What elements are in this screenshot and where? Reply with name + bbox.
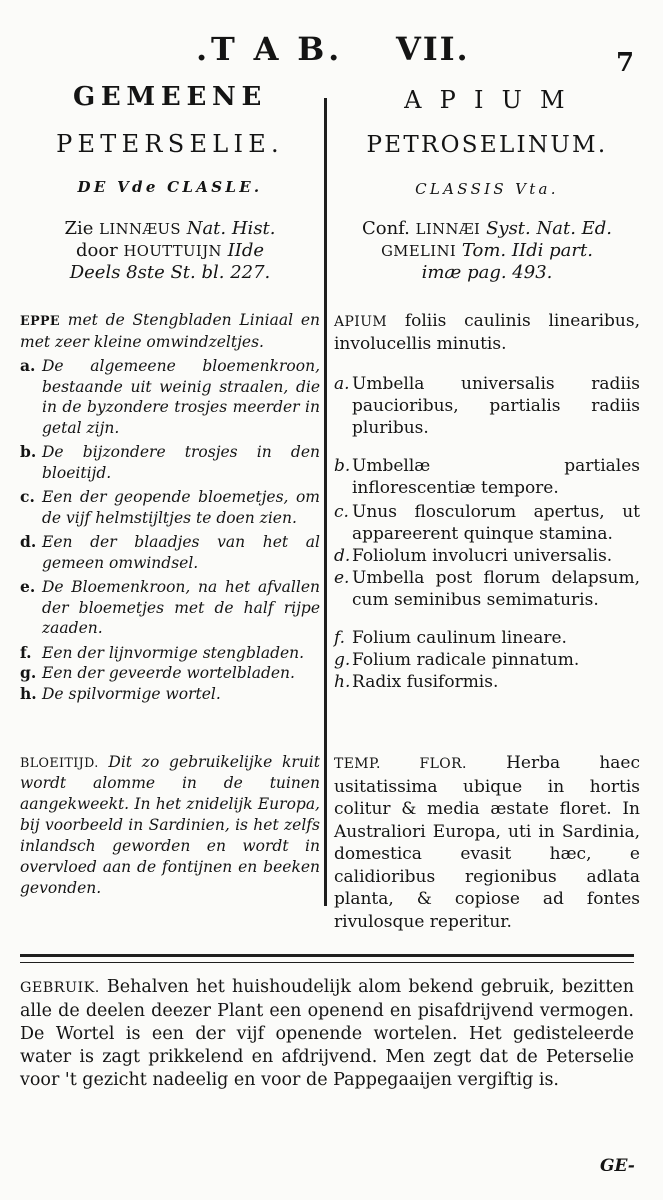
left-item-d: d. Een der blaadjes van het al gemeen omwindsel. bbox=[20, 532, 320, 572]
left-item-b: b. De bijzondere trosjes in den bloeitijd. bbox=[20, 442, 320, 482]
section-rule bbox=[20, 954, 634, 957]
left-item-e: e. De Bloemenkroon, na het afvallen der bloemetjes met de half rijpe zaaden. bbox=[20, 577, 320, 637]
left-class: DE Vde CLASLE. bbox=[77, 178, 263, 196]
plate-label: .T A B. bbox=[196, 30, 344, 68]
left-heading-1: GEMEENE bbox=[72, 82, 268, 112]
right-description bbox=[334, 310, 640, 693]
plate-title bbox=[196, 30, 343, 68]
right-item-a: a. Umbella universalis radiis paucioribus, partialis radiis pluribus. bbox=[334, 374, 640, 438]
right-flowering-note: TEMP. FLOR. Herba haec usitatissima ubique in hortis colitur & media æstate floret. In Australiori Europa, uti in Sardinia, domestica evasit hæc, e calidioribus regionibus adlata planta, & copiose ad fontes rivulosque reperitur. bbox=[334, 753, 640, 932]
left-item-a: a. De algemeene bloemenkroon, bestaande uit weinig straalen, die in de byzondere trosjes meerder in getal zijn. bbox=[20, 356, 320, 437]
catchword: GE- bbox=[600, 1156, 635, 1176]
right-item-h: h. Radix fusiformis. bbox=[334, 672, 499, 692]
right-item-d: d. Foliolum involucri universalis. bbox=[334, 546, 613, 566]
left-item-h: h. De spilvormige wortel. bbox=[20, 683, 221, 703]
right-heading-1: A P I U M bbox=[404, 86, 570, 114]
left-item-c: c. Een der geopende bloemetjes, om de vijf helmstijltjes te doen zien. bbox=[20, 487, 320, 527]
right-item-f: f. Folium caulinum lineare. bbox=[334, 628, 567, 648]
right-item-b: b. Umbellæ partiales inflorescentiæ tempore. bbox=[334, 456, 640, 498]
left-item-f: f. Een der lijnvormige stengbladen. bbox=[20, 642, 305, 662]
right-item-e: e. Umbella post florum delapsum, cum seminibus semimaturis. bbox=[334, 568, 640, 610]
left-item-g: g. Een der geveerde wortelbladen. bbox=[20, 663, 295, 682]
left-flowering-note: BLOEITIJD. Dit zo gebruikelijke kruit wordt alomme in de tuinen aangekweekt. In het znidelijk Europa, bij voorbeeld in Sardinien, is het zelfs inlandsch geworden en wordt in overvloed aan de fontijnen en beeken gevonden. bbox=[20, 753, 320, 897]
right-item-g: g. Folium radicale pinnatum. bbox=[334, 650, 580, 670]
right-reference: Conf. LINNÆI Syst. Nat. Ed. GMELINI Tom. IIdi part. imæ pag. 493. bbox=[361, 218, 613, 283]
column-divider bbox=[324, 98, 327, 906]
page-number: 7 bbox=[616, 48, 635, 78]
section-rule-thin bbox=[20, 962, 634, 963]
left-lead: EPPE met de Stengbladen Liniaal en met zeer kleine omwindzeltjes. bbox=[20, 311, 320, 351]
left-description bbox=[20, 310, 320, 704]
right-lead: APIUM foliis caulinis linearibus, involucellis minutis. bbox=[334, 311, 640, 354]
left-reference: Zie LINNÆUS Nat. Hist. door HOUTTUIJN IIde Deels 8ste St. bl. 227. bbox=[64, 218, 276, 283]
right-heading-2: PETROSELINUM. bbox=[366, 132, 608, 158]
right-class: CLASSIS Vta. bbox=[415, 180, 559, 198]
plate-number: VII. bbox=[396, 30, 470, 68]
usage-paragraph: GEBRUIK. Behalven het huishoudelijk alom bekend gebruik, bezitten alle de deelen deezer Plant een openend en pisafdrijvend vermogen. De Wortel is een der vijf openende wortelen. Het gedisteleerde water is zagt prikkelend en afdrijvend. Men zegt dat de Peterselie voor 't gezicht nadeelig en voor de Pappegaaijen vergiftig is. bbox=[20, 977, 634, 1090]
right-item-c: c. Unus flosculorum apertus, ut appareerent quinque stamina. bbox=[334, 502, 640, 544]
left-heading-2: PETERSELIE. bbox=[56, 130, 284, 158]
